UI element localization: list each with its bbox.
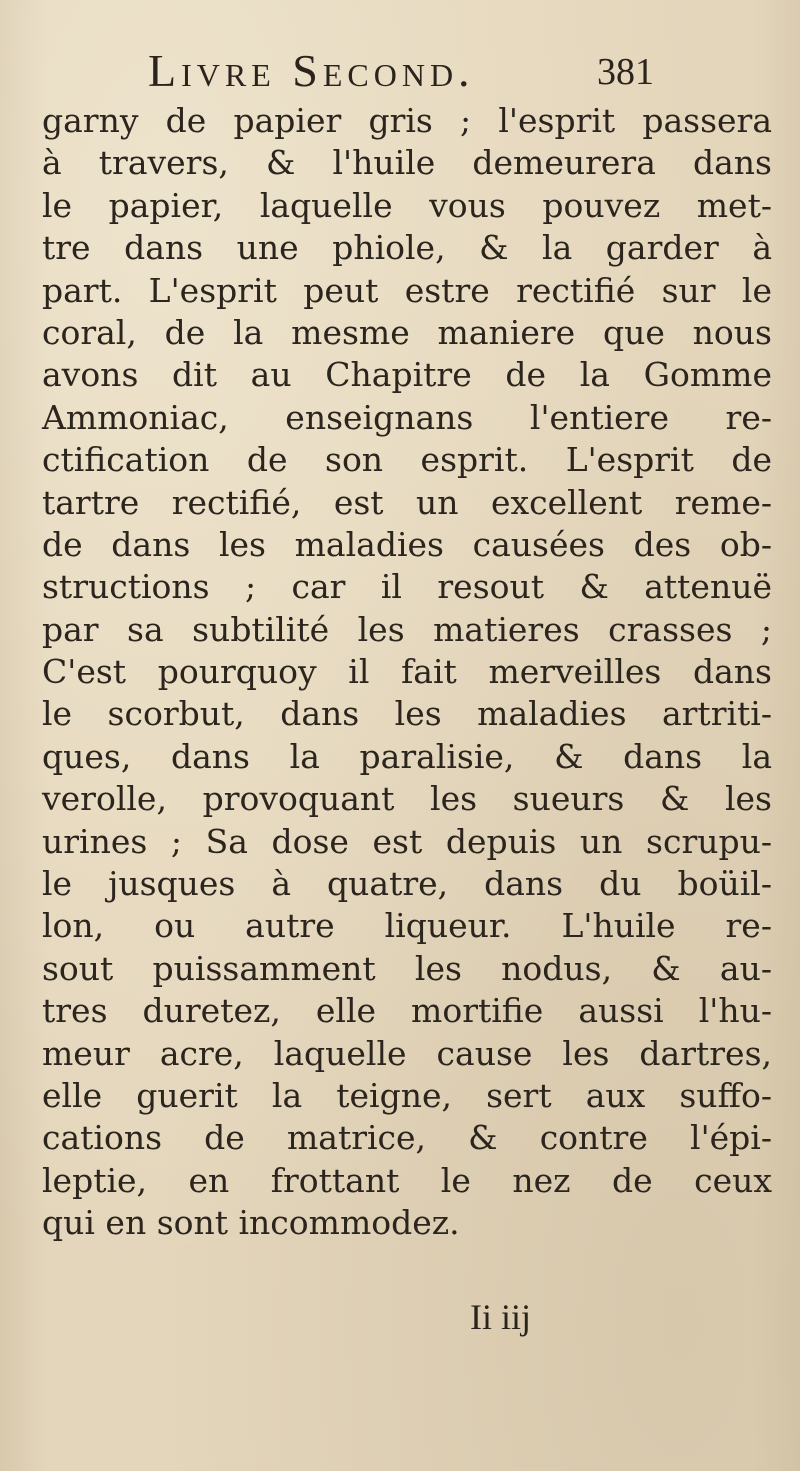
text-line: elle guerit la teigne, sert aux suffo- xyxy=(42,1075,772,1115)
running-head-title: Livre Second. xyxy=(148,45,475,96)
text-line: part. L'esprit peut estre rectifié sur le xyxy=(42,270,772,310)
text-line: tre dans une phiole, & la garder à xyxy=(42,228,772,268)
text-line: Ammoniac, enseignans l'entiere re- xyxy=(42,397,772,437)
text-line: avons dit au Chapitre de la Gomme xyxy=(42,355,772,395)
text-line: le scorbut, dans les maladies artriti- xyxy=(42,694,772,734)
text-line: par sa subtilité les matieres crasses ; xyxy=(42,609,772,649)
text-line: tartre rectifié, est un excellent reme- xyxy=(42,482,772,522)
text-line: verolle, provoquant les sueurs & les xyxy=(42,779,772,819)
text-line: C'est pourquoy il fait merveilles dans xyxy=(42,652,772,692)
text-line: le jusques à quatre, dans du boüil- xyxy=(42,864,772,904)
text-line: urines ; Sa dose est depuis un scrupu- xyxy=(42,821,772,861)
text-line-last: qui en sont incommodez. xyxy=(42,1203,460,1243)
text-line: lon, ou autre liqueur. L'huile re- xyxy=(42,906,772,946)
text-line: garny de papier gris ; l'esprit passera xyxy=(42,101,772,140)
text-line: de dans les maladies causées des ob- xyxy=(42,524,772,564)
text-line: leptie, en frottant le nez de ceux xyxy=(42,1160,772,1200)
text-line: cations de matrice, & contre l'épi- xyxy=(42,1118,772,1158)
running-head xyxy=(0,44,800,104)
text-line: meur acre, laquelle cause les dartres, xyxy=(42,1033,772,1073)
body-text xyxy=(42,100,772,1245)
text-line: à travers, & l'huile demeurera dans xyxy=(42,143,772,183)
text-line: sout puissamment les nodus, & au- xyxy=(42,948,772,988)
text-line: structions ; car il resout & attenuë xyxy=(42,567,772,607)
text-line: coral, de la mesme maniere que nous xyxy=(42,312,772,352)
text-line: ctification de son esprit. L'esprit de xyxy=(42,440,772,480)
text-line: le papier, laquelle vous pouvez met- xyxy=(42,185,772,225)
page-number: 381 xyxy=(597,51,654,93)
signature-mark: Ii iij xyxy=(470,1297,531,1337)
text-line: tres duretez, elle mortifie aussi l'hu- xyxy=(42,991,772,1031)
text-line: ques, dans la paralisie, & dans la xyxy=(42,736,772,776)
